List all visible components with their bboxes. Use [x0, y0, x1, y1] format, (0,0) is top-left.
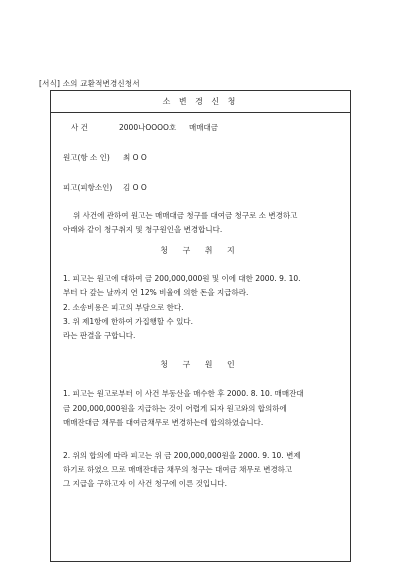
claims-heading: 청 구 취 지	[160, 246, 241, 255]
ground-line: 하기로 하였으 므로 매매잔대금 채무의 청구는 대여금 채무로 변경하고	[63, 465, 293, 474]
ground-line: 2. 위의 합의에 따라 피고는 위 금 200,000,000원을 2000. 9. 10. 변제	[63, 451, 301, 460]
defendant-label: 피고(피항소인)	[63, 183, 113, 192]
title-divider	[51, 112, 350, 113]
ground-line: 금 200,000,000원을 지급하는 것이 어렵게 되자 원고와의 합의하에	[63, 404, 287, 413]
intro-line: 아래와 같이 청구취지 및 청구원인을 변경합니다.	[63, 225, 223, 234]
defendant-name: 김 O O	[123, 183, 147, 192]
ground-line: 1. 피고는 원고로부터 이 사건 부동산을 매수한 후 2000. 8. 10. 매매잔대	[63, 389, 304, 398]
ground-line: 그 지급을 구하고자 이 사건 청구에 이른 것입니다.	[63, 479, 227, 488]
claim-line: 1. 피고는 원고에 대하여 금 200,000,000원 및 이에 대한 2000. 9. 10.	[63, 274, 301, 283]
plaintiff-label: 원고(항 소 인)	[63, 153, 110, 162]
ground-line: 매매잔대금 채무를 대여금채무로 변경하는데 합의하였습니다.	[63, 418, 264, 427]
case-name: 매매대금	[189, 123, 218, 132]
case-number: 2000나OOOO호	[119, 123, 177, 132]
claim-line: 2. 소송비용은 피고의 부담으로 한다.	[63, 303, 184, 312]
plaintiff-name: 최 O O	[123, 153, 147, 162]
intro-line: 위 사건에 관하여 원고는 매매대금 청구를 대여금 청구로 소 변경하고	[73, 211, 298, 220]
case-label: 사 건	[71, 123, 88, 132]
form-caption: [서식] 소의 교환적변경신청서	[39, 79, 140, 88]
document-frame	[50, 90, 351, 562]
document-title: 소 변 경 신 청	[162, 97, 239, 106]
claim-line: 라는 판결을 구합니다.	[63, 331, 136, 340]
grounds-heading: 청 구 원 인	[160, 360, 241, 369]
claim-line: 3. 위 제1항에 한하여 가집행할 수 있다.	[63, 317, 194, 326]
claim-line: 부터 다 갚는 날까지 연 12% 비율에 의한 돈을 지급하라.	[63, 288, 249, 297]
